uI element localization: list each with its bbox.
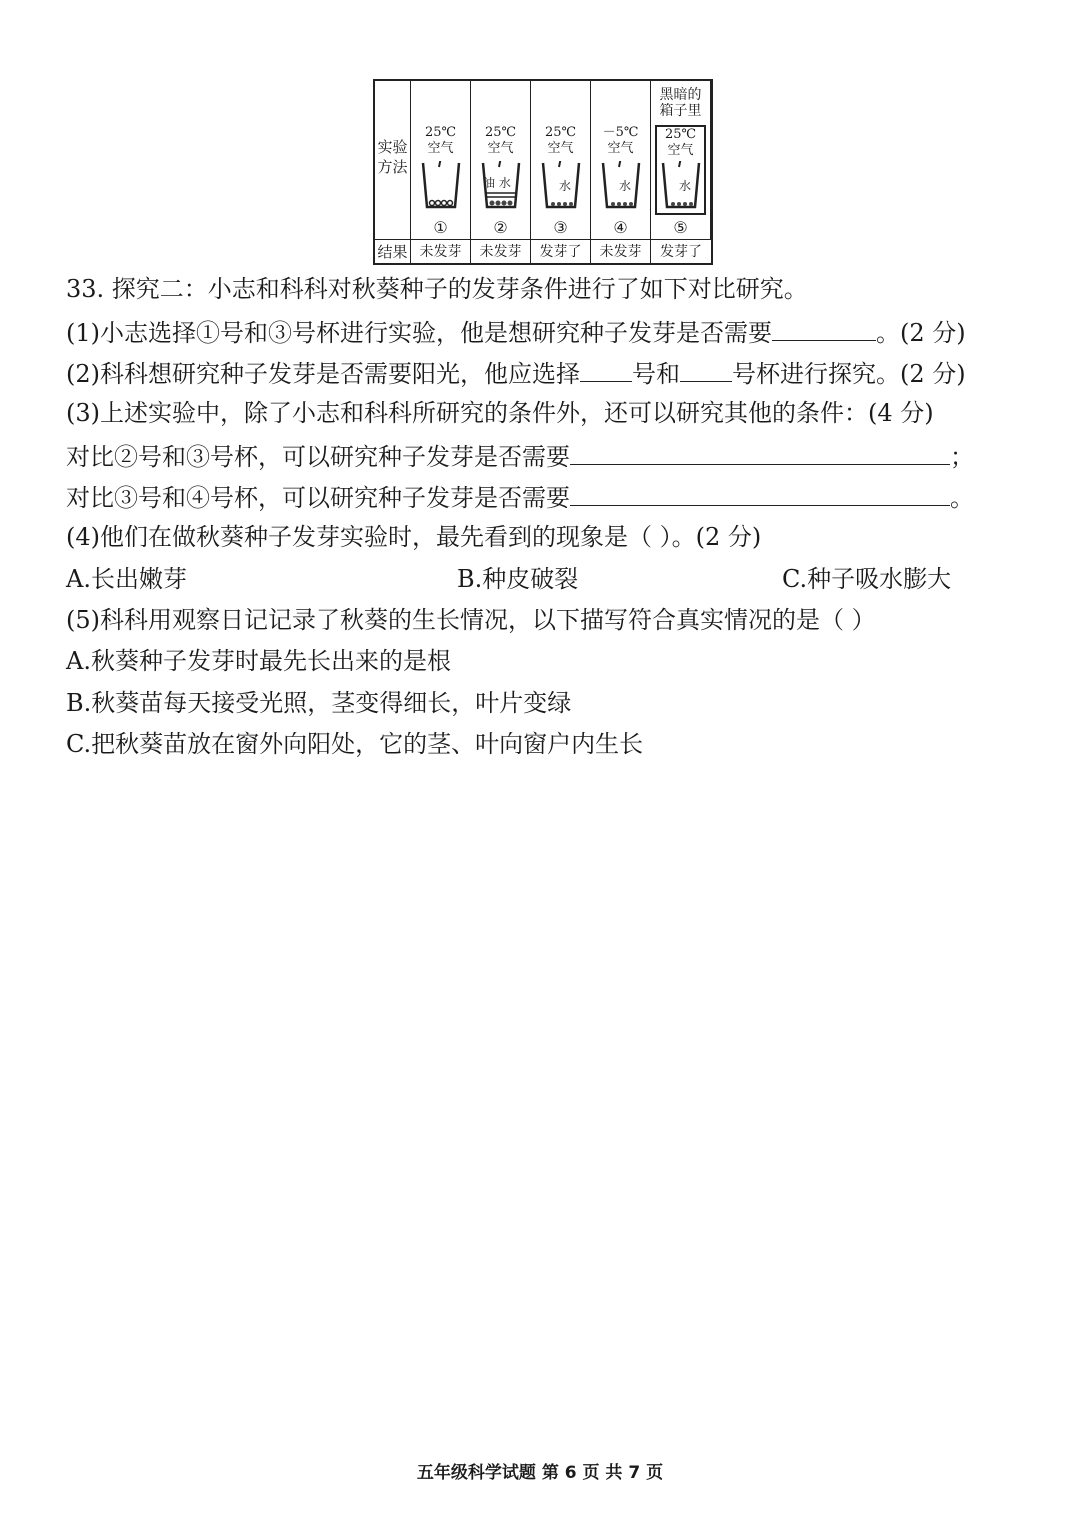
question-3a xyxy=(66,438,974,474)
q5-option-c[interactable]: C.把秋葵苗放在窗外向阳处，它的茎、叶向窗户内生长 xyxy=(66,730,644,758)
question-2-text: (2)科科想研究种子发芽是否需要阳光，他应选择 xyxy=(66,360,580,388)
cup-icon xyxy=(419,161,463,211)
result-cell: 未发芽 xyxy=(591,239,651,265)
question-3b-text: 对比③号和④号杯，可以研究种子发芽是否需要 xyxy=(66,484,570,512)
cup-number: ① xyxy=(433,218,448,237)
page-footer: 五年级科学试题 第 6 页 共 7 页 xyxy=(416,1463,664,1483)
question-5: (5)科科用观察日记记录了秋葵的生长情况，以下描写符合真实情况的是（ ） xyxy=(66,606,876,634)
cup-temp: －5℃ xyxy=(602,125,639,140)
question-4: (4)他们在做秋葵种子发芽实验时，最先看到的现象是（ ）。(2 分) xyxy=(66,523,762,551)
question-1-score: 。(2 分) xyxy=(876,319,966,347)
q5-option-b[interactable]: B.秋葵苗每天接受光照，茎变得细长，叶片变绿 xyxy=(66,689,572,717)
cup-number: ④ xyxy=(613,218,628,237)
dark-box-label: 黑暗的箱子里 xyxy=(659,87,702,119)
result-cell: 发芽了 xyxy=(651,239,711,265)
question-3: (3)上述实验中，除了小志和科科所研究的条件外，还可以研究其他的条件：(4 分) xyxy=(66,399,934,427)
question-3b-end: 。 xyxy=(950,484,974,512)
cup-number: ③ xyxy=(553,218,568,237)
cup-temp: 25℃ xyxy=(664,127,697,142)
cup-column-3 xyxy=(531,81,591,239)
cup-air: 空气 xyxy=(487,141,514,156)
question-title: 33. 探究二：小志和科科对秋葵种子的发芽条件进行了如下对比研究。 xyxy=(66,275,808,303)
cup-column-5 xyxy=(651,81,711,239)
cup-temp: 25℃ xyxy=(424,125,457,140)
result-label: 结果 xyxy=(375,239,411,265)
cup-liquid: 油 水 xyxy=(483,176,511,190)
cup-air: 空气 xyxy=(607,141,634,156)
method-label: 实验方法 xyxy=(375,81,411,239)
answer-blank[interactable] xyxy=(580,355,632,382)
cup-air: 空气 xyxy=(547,141,574,156)
cup-number: ⑤ xyxy=(673,218,688,237)
question-2-end: 号杯进行探究。(2 分) xyxy=(732,360,966,388)
cup-liquid: 水 xyxy=(679,179,692,193)
question-1 xyxy=(66,314,966,350)
question-2-and: 号和 xyxy=(632,360,680,388)
cup-temp: 25℃ xyxy=(544,125,577,140)
cup-air: 空气 xyxy=(427,141,454,156)
cup-liquid: 水 xyxy=(619,179,632,193)
cup-column-2 xyxy=(471,81,531,239)
experiment-table xyxy=(373,79,713,265)
result-cell: 未发芽 xyxy=(411,239,471,265)
q5-option-a[interactable]: A.秋葵种子发芽时最先长出来的是根 xyxy=(66,647,451,675)
cup-column-4 xyxy=(591,81,651,239)
result-cell: 未发芽 xyxy=(471,239,531,265)
question-3a-text: 对比②号和③号杯，可以研究种子发芽是否需要 xyxy=(66,443,570,471)
cup-column-1 xyxy=(411,81,471,239)
question-2 xyxy=(66,355,966,391)
answer-blank[interactable] xyxy=(680,355,732,382)
question-1-text: (1)小志选择①号和③号杯进行实验，他是想研究种子发芽是否需要 xyxy=(66,319,772,347)
result-cell: 发芽了 xyxy=(531,239,591,265)
q4-option-b[interactable]: B.种皮破裂 xyxy=(457,565,579,593)
question-3a-end: ； xyxy=(950,443,974,471)
question-3b xyxy=(66,479,974,515)
answer-blank[interactable] xyxy=(570,479,950,506)
cup-liquid: 水 xyxy=(559,179,572,193)
q4-option-a[interactable]: A.长出嫩芽 xyxy=(66,565,187,593)
q4-option-c[interactable]: C.种子吸水膨大 xyxy=(782,565,952,593)
cup-number: ② xyxy=(493,218,508,237)
cup-temp: 25℃ xyxy=(484,125,517,140)
answer-blank[interactable] xyxy=(772,314,876,341)
answer-blank[interactable] xyxy=(570,438,950,465)
cup-air: 空气 xyxy=(667,143,694,158)
